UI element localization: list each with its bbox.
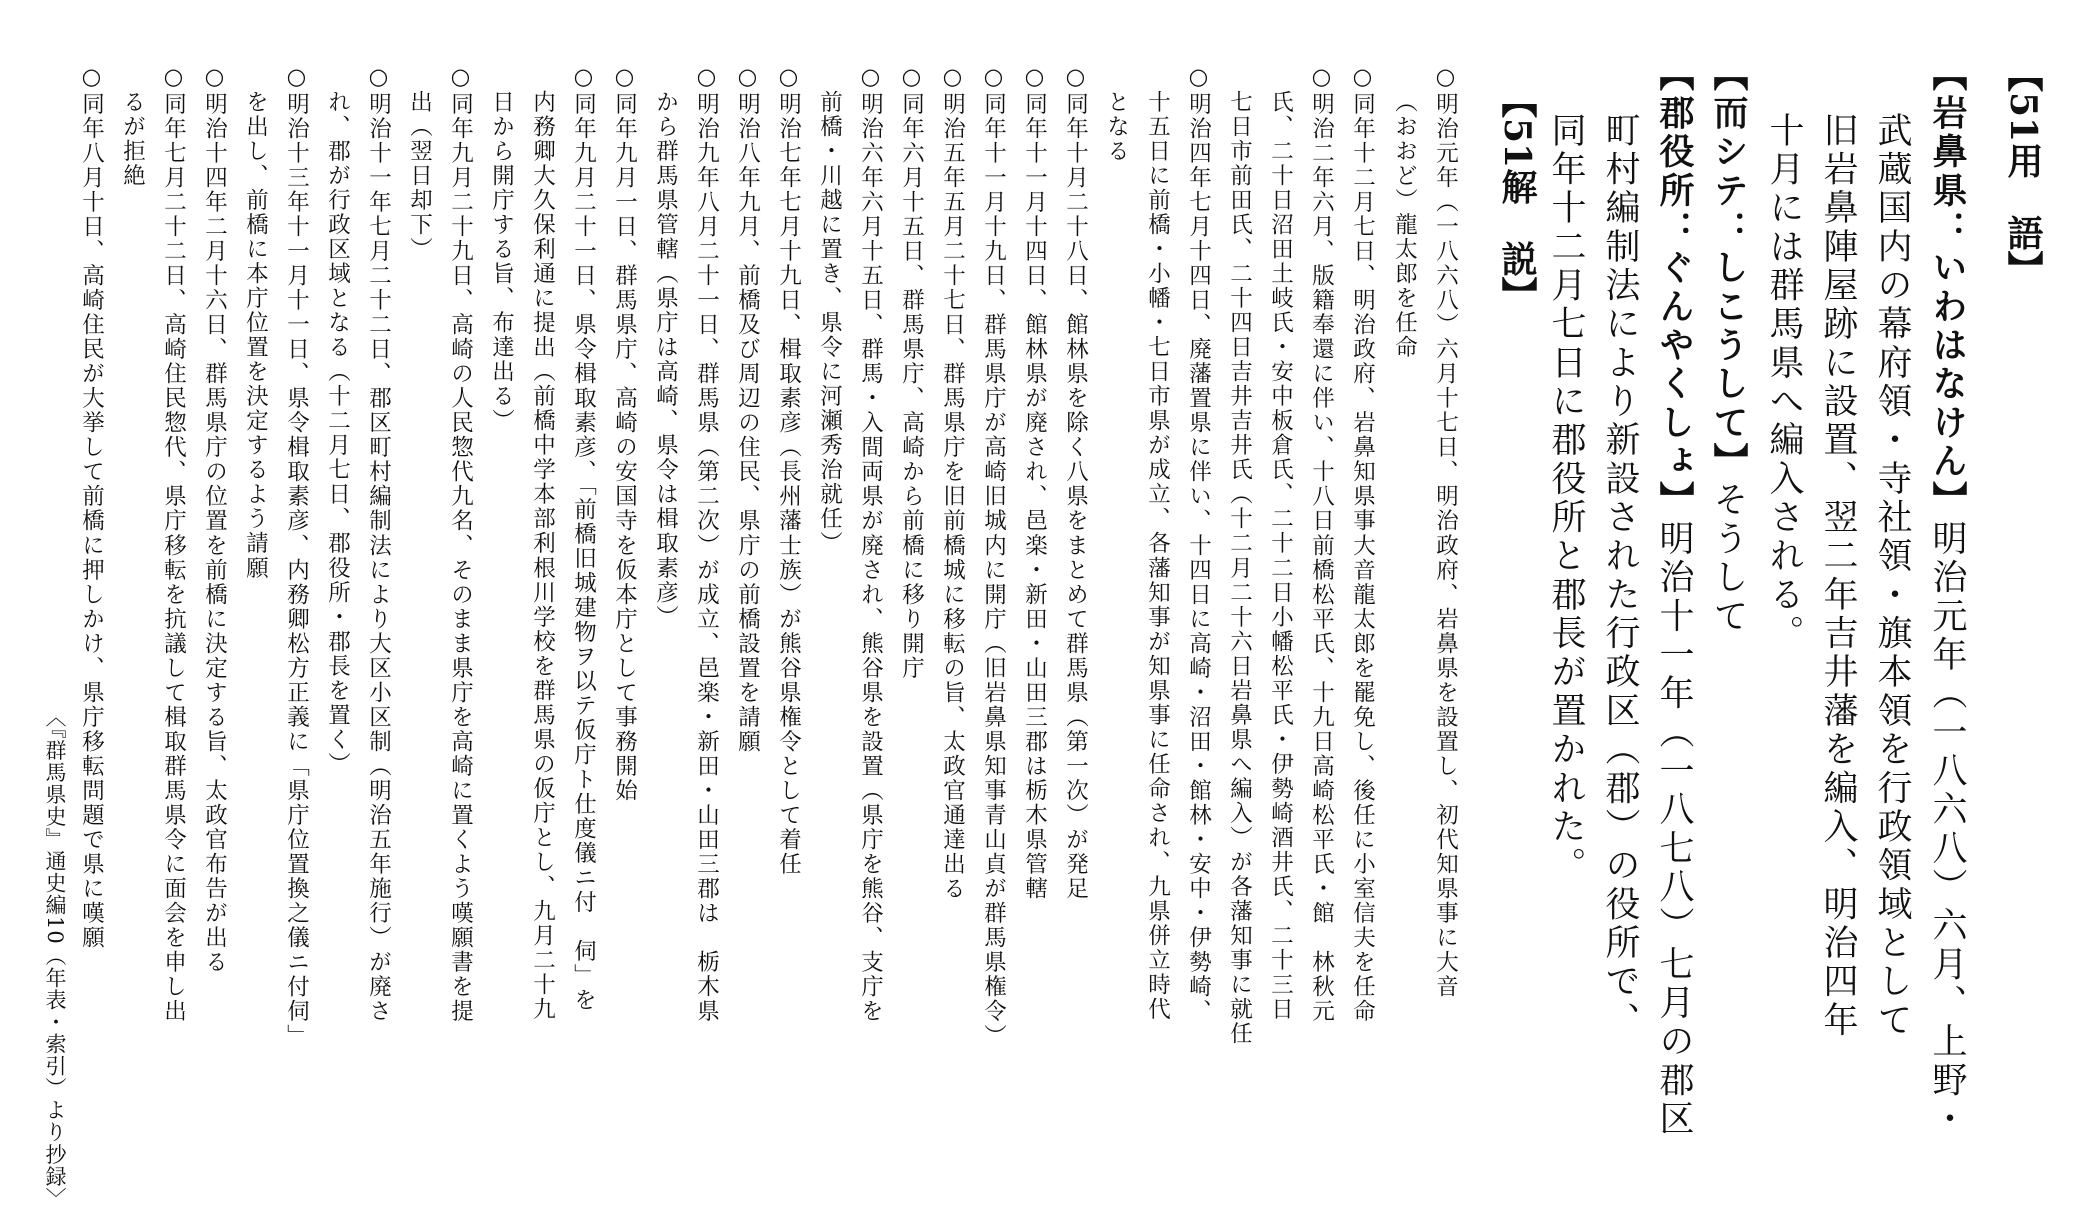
commentary-line: ○同年九月二十一日、県令楫取素彦、「前橋旧城建物ヲ以テ仮庁ト仕度儀ニ付 伺」を	[570, 64, 597, 1013]
commentary-heading: 【51解 説】	[1496, 82, 1538, 313]
glossary-text: 明治十一年（一八七八）七月の郡区	[1654, 520, 1694, 1139]
commentary-line: ○同年十二月七日、明治政府、岩鼻知県事大音龍太郎を罷免し、後任に小室信夫を任命	[1349, 64, 1376, 1024]
commentary-line: を出し、前橋に本庁位置を決定するよう請願	[242, 90, 269, 581]
commentary-line: ○明治七年七月十九日、楫取素彦（長州藩士族）が熊谷県権令として着任	[775, 64, 802, 877]
commentary-line: 出（翌日却下）	[406, 90, 433, 262]
commentary-line: ○同年十月二十八日、館林県を除く八県をまとめて群馬県（第一次）が発足	[1062, 64, 1089, 902]
commentary-line: ○明治十四年二月十六日、群馬県庁の位置を前橋に決定する旨、太政官布告が出る	[201, 64, 228, 975]
commentary-line: となる	[1103, 90, 1130, 164]
commentary-line: ○明治八年九月、前橋及び周辺の住民、県庁の前橋設置を請願	[734, 64, 761, 755]
commentary-line: 七日市前田氏、二十四日吉井吉井氏（十二月二十六日岩鼻県へ編入）が各藩知事に就任	[1226, 90, 1253, 1047]
commentary-line: 十五日に前橋・小幡・七日市県が成立、各藩知事が知県事に任命され、九県併立時代	[1144, 90, 1171, 1022]
commentary-line: ○明治二年六月、版籍奉還に伴い、十八日前橋松平氏、十九日高崎松平氏・館 林秋元	[1308, 64, 1335, 1024]
commentary-line: から群馬県管轄（県庁は高崎、県令は楫取素彦）	[652, 90, 679, 630]
commentary-line: 氏、二十日沼田土岐氏・安中板倉氏、二十二日小幡松平氏・伊勢崎酒井氏、二十三日	[1267, 90, 1294, 1022]
commentary-line: ○明治九年八月二十一日、群馬県（第二次）が成立、邑楽・新田・山田三郡は 栃木県	[693, 64, 720, 1024]
glossary-text: 明治元年（一八六八）六月、上野・	[1927, 520, 1967, 1139]
commentary-line: ○同年十一月十四日、館林県が廃され、邑楽・新田・山田三郡は栃木県管轄	[1021, 64, 1048, 902]
glossary-entry-gunyakusho	[1654, 56, 1694, 1139]
commentary-line: るが拒絶	[119, 90, 146, 189]
source-citation: 〈『群馬県史』通史編10（年表・索引）より抄録〉	[43, 706, 67, 1209]
glossary-line: 同年十二月七日に郡役所と郡長が置かれた。	[1546, 112, 1586, 886]
commentary-line: ○同年七月二十二日、高崎住民惣代、県庁移転を抗議して楫取群馬県令に面会を申し出	[160, 64, 187, 1024]
glossary-line: 旧岩鼻陣屋跡に設置、翌二年吉井藩を編入、明治四年	[1818, 112, 1858, 1041]
commentary-line: ○明治元年（一八六八）六月十七日、明治政府、岩鼻県を設置し、初代知県事に大音	[1432, 64, 1459, 1000]
commentary-line: ○同年八月十日、高崎住民が大挙して前橋に押しかけ、県庁移転問題で県に嘆願	[78, 64, 105, 951]
commentary-line: ○明治十三年十一月十一日、県令楫取素彦、内務卿松方正義に「県庁位置換之儀ニ付伺」	[283, 64, 310, 1049]
glossary-entry-shikoshite	[1708, 56, 1748, 637]
commentary-line: （おおど）龍太郎を任命	[1391, 90, 1418, 360]
commentary-line: ○明治五年五月二十七日、群馬県庁を旧前橋城に移転の旨、太政官通達出る	[939, 64, 966, 902]
glossary-line: 十月には群馬県へ編入される。	[1764, 112, 1804, 654]
glossary-heading: 【51用 語】	[2002, 56, 2044, 287]
commentary-line: 前橋・川越に置き、県令に河瀬秀治就任）	[816, 90, 843, 556]
glossary-term: 【郡役所：ぐんやくしょ】	[1654, 56, 1694, 521]
commentary-line: ○同年六月十五日、群馬県庁、高崎から前橋に移り開庁	[898, 64, 925, 681]
commentary-line: ○同年九月一日、群馬県庁、高崎の安国寺を仮本庁として事務開始	[611, 64, 638, 804]
commentary-line: ○明治十一年七月二十二日、郡区町村編制法により大区小区制（明治五年施行）が廃さ	[365, 64, 392, 1024]
glossary-line: 武蔵国内の幕府領・寺社領・旗本領を行政領域として	[1872, 112, 1912, 1041]
commentary-line: 日から開庁する旨、布達出る）	[488, 90, 515, 434]
glossary-line: 町村編制法により新設された行政区（郡）の役所で、	[1600, 112, 1640, 1041]
glossary-text: そうして	[1708, 481, 1748, 637]
glossary-entry-iwahana	[1927, 56, 1967, 1139]
glossary-term: 【岩鼻県：いわはなけん】	[1927, 56, 1967, 521]
commentary-line: ○明治四年七月十四日、廃藩置県に伴い、十四日に高崎・沼田・館林・安中・伊勢崎、	[1185, 64, 1212, 1024]
commentary-line: れ、郡が行政区域となる（十二月七日、郡役所・郡長を置く）	[324, 90, 351, 777]
commentary-line: ○明治六年六月十五日、群馬・入間両県が廃され、熊谷県を設置（県庁を熊谷、支庁を	[857, 64, 884, 1024]
commentary-line: 内務卿大久保利通に提出（前橋中学本部利根川学校を群馬県の仮庁とし、九月二十九	[529, 90, 556, 1022]
commentary-line: ○同年九月二十九日、高崎の人民惣代九名、そのまま県庁を高崎に置くよう嘆願書を提	[447, 64, 474, 1024]
commentary-line: ○同年十一月十九日、群馬県庁が高崎旧城内に開庁（旧岩鼻県知事青山貞が群馬県権令）	[980, 64, 1007, 1049]
glossary-term: 【而シテ：しこうして】	[1708, 56, 1748, 482]
